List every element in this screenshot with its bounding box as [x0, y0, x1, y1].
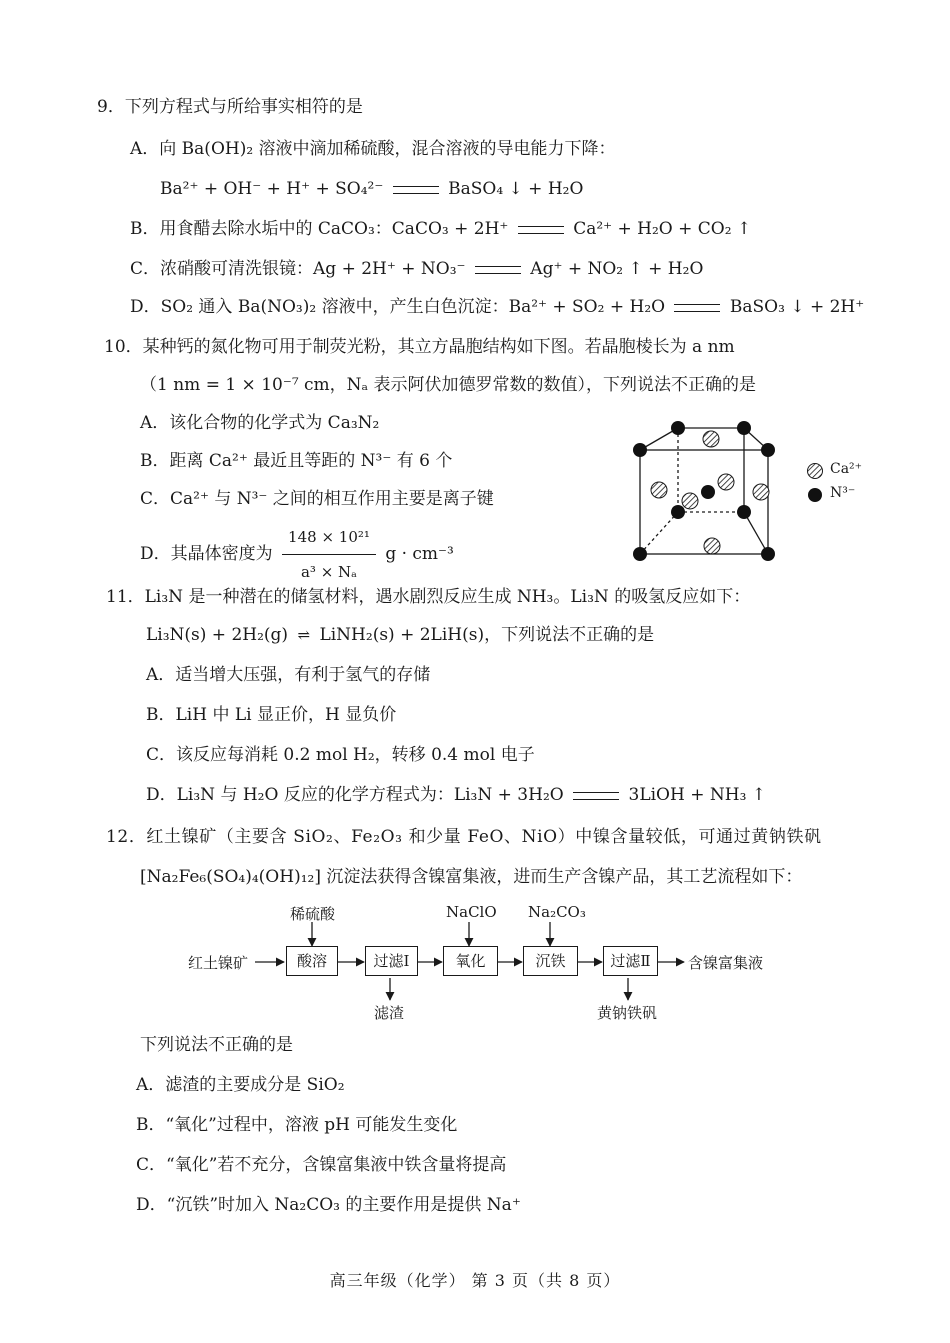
- flow-end-product: 含镍富集液: [688, 954, 764, 972]
- q11-equation: [146, 624, 654, 646]
- n-ion: [633, 547, 647, 561]
- q11-option-c: C．该反应每消耗 0.2 mol H₂，转移 0.4 mol 电子: [146, 745, 535, 765]
- n-ion-center: [701, 485, 715, 499]
- q10-option-d: [140, 522, 454, 587]
- crystal-cell-diagram: [626, 412, 786, 562]
- n-ion: [671, 505, 685, 519]
- q11-option-a: A．适当增大压强，有利于氢气的存储: [146, 665, 431, 685]
- q12-option-a: A．滤渣的主要成分是 SiO₂: [136, 1075, 345, 1095]
- flow-waste-jarosite: 黄钠铁矾: [597, 1004, 658, 1022]
- legend-n-symbol: [808, 488, 822, 502]
- n-ion: [737, 421, 751, 435]
- flow-step-iron-precip: 沉铁: [523, 946, 578, 976]
- q9-stem: 9．下列方程式与所给事实相符的是: [97, 97, 363, 117]
- equals-sign: [393, 186, 439, 194]
- page-footer: 高三年级（化学） 第 3 页（共 8 页）: [329, 1271, 621, 1290]
- equation-left: B．用食醋去除水垢中的 CaCO₃：CaCO₃ + 2H⁺: [130, 219, 509, 239]
- q9-option-d: [130, 296, 864, 318]
- q9-option-b: [130, 218, 751, 240]
- n-ion: [737, 505, 751, 519]
- q11-option-b: B．LiH 中 Li 显正价，H 显负价: [146, 705, 397, 725]
- density-fraction: [282, 522, 376, 587]
- reversible-arrow: ⇌: [297, 626, 311, 644]
- n-ion: [761, 547, 775, 561]
- q11-stem: 11．Li₃N 是一种潜在的储氢材料，遇水剧烈反应生成 NH₃。Li₃N 的吸氢反应如下：: [106, 587, 751, 607]
- equation-left: D．SO₂ 通入 Ba(NO₃)₂ 溶液中，产生白色沉淀：Ba²⁺ + SO₂ + H₂O: [130, 297, 666, 317]
- equation-left: C．浓硝酸可清洗银镜：Ag + 2H⁺ + NO₃⁻: [130, 259, 466, 279]
- q10-stem-line1: 10．某种钙的氮化物可用于制荧光粉，其立方晶胞结构如下图。若晶胞棱长为 a nm: [104, 337, 735, 357]
- density-numerator: 148 × 10²¹: [282, 522, 376, 555]
- ca-ion: [703, 431, 719, 447]
- q12-question: 下列说法不正确的是: [140, 1035, 293, 1055]
- equals-sign: [518, 226, 564, 234]
- density-denominator: a³ × Nₐ: [300, 563, 357, 581]
- equation-right: 3LiOH + NH₃ ↑: [628, 785, 767, 805]
- equals-sign: [475, 266, 521, 274]
- q12-option-c: C．“氧化”若不充分，含镍富集液中铁含量将提高: [136, 1155, 507, 1175]
- q9-option-c: [130, 258, 703, 280]
- equation-left: Ba²⁺ + OH⁻ + H⁺ + SO₄²⁻: [160, 179, 384, 199]
- q12-option-b: B．“氧化”过程中，溶液 pH 可能发生变化: [136, 1115, 458, 1135]
- q10-option-c: C．Ca²⁺ 与 N³⁻ 之间的相互作用主要是离子键: [140, 489, 494, 509]
- n-ion: [671, 421, 685, 435]
- legend-symbols: [805, 462, 825, 506]
- ca-ion: [718, 474, 734, 490]
- ca-ion: [651, 482, 667, 498]
- flow-reagent-acid: 稀硫酸: [290, 905, 336, 923]
- q11-option-d: [146, 784, 766, 806]
- q12-stem-line1: 12．红土镍矿（主要含 SiO₂、Fe₂O₃ 和少量 FeO、NiO）中镍含量较低，可通过黄钠铁矾: [106, 827, 822, 847]
- flow-start: 红土镍矿: [188, 954, 249, 972]
- equation-right: BaSO₃ ↓ + 2H⁺: [729, 297, 865, 317]
- density-prefix: D．其晶体密度为: [140, 544, 273, 564]
- ca-ion: [753, 484, 769, 500]
- n-ion: [633, 443, 647, 457]
- ca-ion: [704, 538, 720, 554]
- flow-reagent-naclo: NaClO: [446, 903, 497, 921]
- q12-option-d: D．“沉铁”时加入 Na₂CO₃ 的主要作用是提供 Na⁺: [136, 1195, 521, 1215]
- n-ion: [761, 443, 775, 457]
- equation-right: Ca²⁺ + H₂O + CO₂ ↑: [573, 219, 752, 239]
- legend-n-label: N³⁻: [830, 485, 856, 501]
- density-unit: g · cm⁻³: [385, 544, 454, 564]
- flow-step-filter1: 过滤Ⅰ: [365, 946, 418, 976]
- flow-step-filter2: 过滤Ⅱ: [603, 946, 658, 976]
- equals-sign: [674, 304, 720, 312]
- flow-reagent-na2co3: Na₂CO₃: [528, 903, 586, 921]
- legend-ca-symbol: [808, 464, 823, 479]
- q10-option-b: B．距离 Ca²⁺ 最近且等距的 N³⁻ 有 6 个: [140, 451, 453, 471]
- q10-option-a: A．该化合物的化学式为 Ca₃N₂: [140, 413, 380, 433]
- q9-option-a-equation: [160, 178, 583, 200]
- equation-left: Li₃N(s) + 2H₂(g): [146, 625, 289, 645]
- flow-step-oxidize: 氧化: [443, 946, 498, 976]
- equation-right: LiNH₂(s) + 2LiH(s)，下列说法不正确的是: [319, 625, 655, 645]
- flow-step-dissolve: 酸溶: [286, 946, 338, 976]
- ca-ion: [682, 493, 698, 509]
- equation-right: BaSO₄ ↓ + H₂O: [448, 179, 584, 199]
- equals-sign: [573, 792, 619, 800]
- equation-left: D．Li₃N 与 H₂O 反应的化学方程式为：Li₃N + 3H₂O: [146, 785, 564, 805]
- q9-option-a: A．向 Ba(OH)₂ 溶液中滴加稀硫酸，混合溶液的导电能力下降：: [130, 139, 616, 159]
- q10-stem-line2: （1 nm = 1 × 10⁻⁷ cm，Nₐ 表示阿伏加德罗常数的数值），下列说法不正确的是: [140, 375, 757, 395]
- legend-ca-label: Ca²⁺: [830, 461, 863, 477]
- flow-waste-residue: 滤渣: [374, 1004, 405, 1022]
- equation-right: Ag⁺ + NO₂ ↑ + H₂O: [530, 259, 704, 279]
- q12-stem-line2: [Na₂Fe₆(SO₄)₄(OH)₁₂] 沉淀法获得含镍富集液，进而生产含镍产品，其工艺流程如下：: [140, 867, 803, 887]
